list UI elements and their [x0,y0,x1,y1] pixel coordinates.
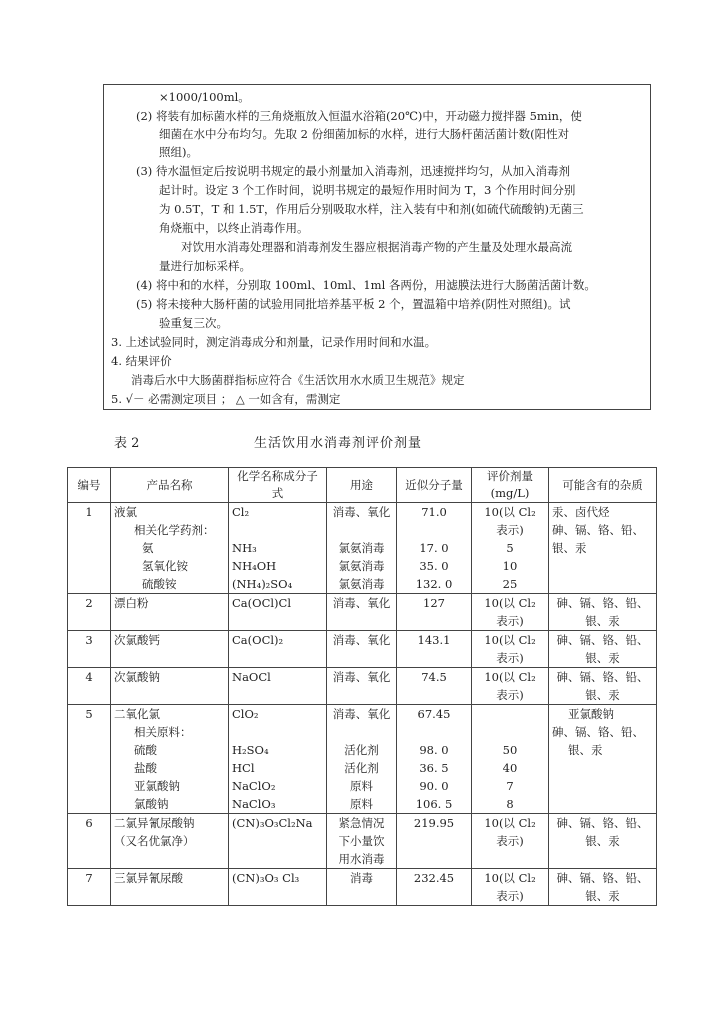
cell-mw: 219.95 [397,814,472,869]
cell-no: 4 [68,668,111,705]
box-line: (2) 将装有加标菌水样的三角烧瓶放入恒温水浴箱(20℃)中，开动磁力搅拌器 5min，使 [136,109,582,123]
cell-dose: 10(以 Cl₂ 表示) [472,869,549,906]
box-line: 对饮用水消毒处理器和消毒剂发生器应根据消毒产物的产生量及处理水最高流 [181,240,572,254]
box-line: 4. 结果评价 [111,354,172,368]
table-title: 生活饮用水消毒剂评价剂量 [254,436,423,451]
box-line: (3) 待水温恒定后按说明书规定的最小剂量加入消毒剂，迅速搅拌均匀，从加入消毒剂 [136,164,570,178]
cell-dose: 10(以 Cl₂ 表示) [472,631,549,668]
cell-no: 2 [68,594,111,631]
box-line: 3. 上述试验同时，测定消毒成分和剂量，记录作用时间和水温。 [111,335,437,349]
cell-impurity: 汞、卤代烃 砷、镉、铬、铅、 银、汞 [549,503,657,594]
cell-dose: 50 40 7 8 [472,705,549,814]
table-row [68,594,657,631]
cell-impurity: 砷、镉、铬、铅、 银、汞 [549,668,657,705]
cell-no: 1 [68,503,111,594]
cell-name: 二氯异氰尿酸钠 （又名优氯净） [111,814,229,869]
box-line: 细菌在水中分布均匀。先取 2 份细菌加标的水样，进行大肠杆菌活菌计数(阳性对 [159,127,570,141]
cell-use: 消毒、氧化 [327,631,397,668]
cell-impurity: 砷、镉、铬、铅、 银、汞 [549,631,657,668]
box-line: 为 0.5T，T 和 1.5T，作用后分别吸取水样，注入装有中和剂(如硫代硫酸钠)无菌三 [159,202,584,216]
cell-use: 消毒、氧化 [327,668,397,705]
cell-mw: 71.0 17. 0 35. 0 132. 0 [397,503,472,594]
cell-mw: 67.45 98. 0 36. 5 90. 0 106. 5 [397,705,472,814]
box-line: (5) 将未接种大肠杆菌的试验用同批培养基平板 2 个，置温箱中培养(阴性对照组)。试 [136,297,571,311]
header-no: 编号 [68,468,111,503]
cell-formula: (CN)₃O₃Cl₂Na [229,814,327,869]
cell-formula: Ca(OCl)₂ [229,631,327,668]
box-line: 角烧瓶中，以终止消毒作用。 [159,221,309,235]
cell-impurity: 砷、镉、铬、铅、 银、汞 [549,814,657,869]
header-formula: 化学名称成分子式 [229,468,327,503]
table-row [68,631,657,668]
table-label: 表 2 [114,436,140,451]
cell-use: 消毒、氧化 活化剂 活化剂 原料 原料 [327,705,397,814]
cell-formula: NaOCl [229,668,327,705]
cell-dose: 10(以 Cl₂ 表示) [472,814,549,869]
cell-impurity: 砷、镉、铬、铅、 银、汞 [549,869,657,906]
box-line: ×1000/100ml。 [159,90,250,104]
cell-mw: 74.5 [397,668,472,705]
cell-name: 二氧化氯 相关原料： 硫酸 盐酸 亚氯酸钠 氯酸钠 [111,705,229,814]
cell-name: 液氯 相关化学药剂： 氨 氢氧化铵 硫酸铵 [111,503,229,594]
cell-mw: 143.1 [397,631,472,668]
table-row [68,869,657,906]
box-line: 起计时。设定 3 个工作时间，说明书规定的最短作用时间为 T，3 个作用时间分别 [159,183,576,197]
box-line: 5. √－ 必需测定项目 ； △ 一如含有，需测定 [111,392,341,406]
cell-dose: 10(以 Cl₂ 表示) [472,668,549,705]
cell-dose: 10(以 Cl₂ 表示) 5 10 25 [472,503,549,594]
header-use: 用途 [327,468,397,503]
cell-name: 次氯酸钙 [111,631,229,668]
procedure-box [103,84,651,410]
cell-dose: 10(以 Cl₂ 表示) [472,594,549,631]
header-impurity: 可能含有的杂质 [549,468,657,503]
table-row [68,705,657,814]
cell-name: 次氯酸钠 [111,668,229,705]
cell-use: 消毒、氧化 氯氨消毒 氯氨消毒 氯氨消毒 [327,503,397,594]
table-row [68,503,657,594]
header-dose: 评价剂量(mg/L) [472,468,549,503]
table-row [68,668,657,705]
header-name: 产品名称 [111,468,229,503]
cell-mw: 232.45 [397,869,472,906]
cell-no: 7 [68,869,111,906]
box-line: 量进行加标采样。 [159,259,251,273]
cell-use: 消毒、氧化 [327,594,397,631]
cell-no: 6 [68,814,111,869]
box-line: 验重复三次。 [159,316,228,330]
cell-no: 3 [68,631,111,668]
cell-name: 漂白粉 [111,594,229,631]
cell-no: 5 [68,705,111,814]
cell-name: 三氯异氰尿酸 [111,869,229,906]
cell-use: 消毒 [327,869,397,906]
cell-formula: Cl₂ NH₃ NH₄OH (NH₄)₂SO₄ [229,503,327,594]
table-header-row [68,468,657,503]
cell-impurity: 亚氯酸钠 砷、镉、铬、铅、 银、汞 [549,705,657,814]
cell-use: 紧急情况 下小量饮 用水消毒 [327,814,397,869]
disinfectant-table [67,467,657,906]
cell-mw: 127 [397,594,472,631]
header-mw: 近似分子量 [397,468,472,503]
cell-impurity: 砷、镉、铬、铅、 银、汞 [549,594,657,631]
cell-formula: (CN)₃O₃ Cl₃ [229,869,327,906]
box-line: 照组)。 [159,145,198,159]
box-line: 消毒后水中大肠菌群指标应符合《生活饮用水水质卫生规范》规定 [131,373,465,387]
cell-formula: Ca(OCl)Cl [229,594,327,631]
table-row [68,814,657,869]
cell-formula: ClO₂ H₂SO₄ HCl NaClO₂ NaClO₃ [229,705,327,814]
box-line: (4) 将中和的水样，分别取 100ml、10ml、1ml 各两份，用滤膜法进行大肠菌活菌计数。 [136,278,596,292]
